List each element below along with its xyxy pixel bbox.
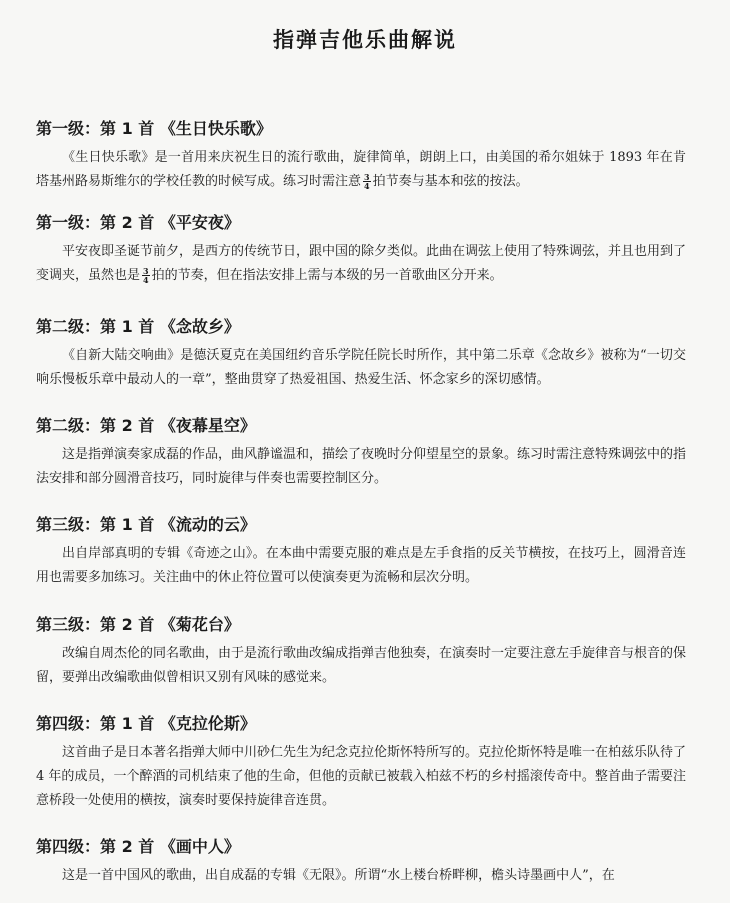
section-level1-song1 [36, 118, 686, 194]
section-body: 《自新大陆交响曲》是德沃夏克在美国纽约音乐学院任院长时所作，其中第二乐章《念故乡》被称为“一切交响乐慢板乐章中最动人的一章”，整曲贯穿了热爱祖国、热爱生活、怀念家乡的深切感情。 [36, 348, 686, 387]
section-heading: 第一级：第 2 首 《平安夜》 [36, 213, 240, 232]
section-heading: 第四级：第 1 首 《克拉伦斯》 [36, 714, 256, 733]
section-level4-song1 [36, 713, 686, 813]
body-text-after: 拍节奏与基本和弦的按法。 [372, 174, 529, 189]
section-body: 这是指弹演奏家成磊的作品，曲风静谧温和，描绘了夜晚时分仰望星空的景象。练习时需注意特殊调弦中的指法安排和部分圆滑音技巧，同时旋律与伴奏也需要控制区分。 [36, 447, 687, 486]
body-text-before: 《生日快乐歌》是一首用来庆祝生日的流行歌曲，旋律简单，朗朗上口，由美国的希尔姐妹于 1893 年在肯塔基州路易斯维尔的学校任教的时候写成。练习时需注意 [36, 150, 686, 189]
section-level2-song1 [36, 316, 686, 392]
fraction-numerator: 3 [364, 172, 370, 182]
section-body: 改编自周杰伦的同名歌曲，由于是流行歌曲改编成指弹吉他独奏，在演奏时一定要注意左手旋律音与根音的保留，要弹出改编歌曲似曾相识又别有风味的感觉来。 [36, 646, 687, 685]
section-heading: 第三级：第 1 首 《流动的云》 [36, 515, 256, 534]
section-level4-song2 [36, 836, 686, 888]
section-heading: 第四级：第 2 首 《画中人》 [36, 837, 240, 856]
section-body: 出自岸部真明的专辑《奇迹之山》。在本曲中需要克服的难点是左手食指的反关节横按，在技巧上，圆滑音连用也需要多加练习。关注曲中的休止符位置可以使演奏更为流畅和层次分明。 [36, 546, 686, 585]
time-signature-fraction [142, 267, 150, 284]
section-level3-song1 [36, 514, 686, 590]
section-heading: 第二级：第 1 首 《念故乡》 [36, 317, 240, 336]
section-body: 这是一首中国风的歌曲，出自成磊的专辑《无限》。所谓“水上楼台桥畔柳，檐头诗墨画中人”，在 [62, 868, 615, 883]
page-title: 指弹吉他乐曲解说 [273, 28, 457, 52]
section-heading: 第一级：第 1 首 《生日快乐歌》 [36, 119, 272, 138]
section-level3-song2 [36, 614, 686, 690]
section-heading: 第三级：第 2 首 《菊花台》 [36, 615, 240, 634]
body-text-after: 拍的节奏，但在指法安排上需与本级的另一首歌曲区分开来。 [151, 268, 503, 283]
section-heading: 第二级：第 2 首 《夜幕星空》 [36, 416, 256, 435]
time-signature-fraction [363, 173, 371, 190]
fraction-numerator: 3 [143, 266, 149, 276]
section-level1-song2 [36, 212, 686, 288]
section-body [36, 240, 686, 288]
section-body [36, 146, 686, 194]
fraction-denominator: 4 [364, 181, 370, 191]
body-text-before: 平安夜即圣诞节前夕，是西方的传统节日，跟中国的除夕类似。此曲在调弦上使用了特殊调弦，并且也用到了变调夹，虽然也是 [36, 244, 687, 283]
section-body: 这首曲子是日本著名指弹大师中川砂仁先生为纪念克拉伦斯怀特所写的。克拉伦斯怀特是唯一在柏兹乐队待了 4 年的成员，一个醉酒的司机结束了他的生命，但他的贡献已被载入柏兹不朽的乡村摇滚传奇中。整首曲子需要注意桥段一处使用的横按，演奏时要保持旋律音连贯。 [36, 745, 687, 808]
fraction-denominator: 4 [143, 275, 149, 285]
section-level2-song2 [36, 415, 686, 491]
